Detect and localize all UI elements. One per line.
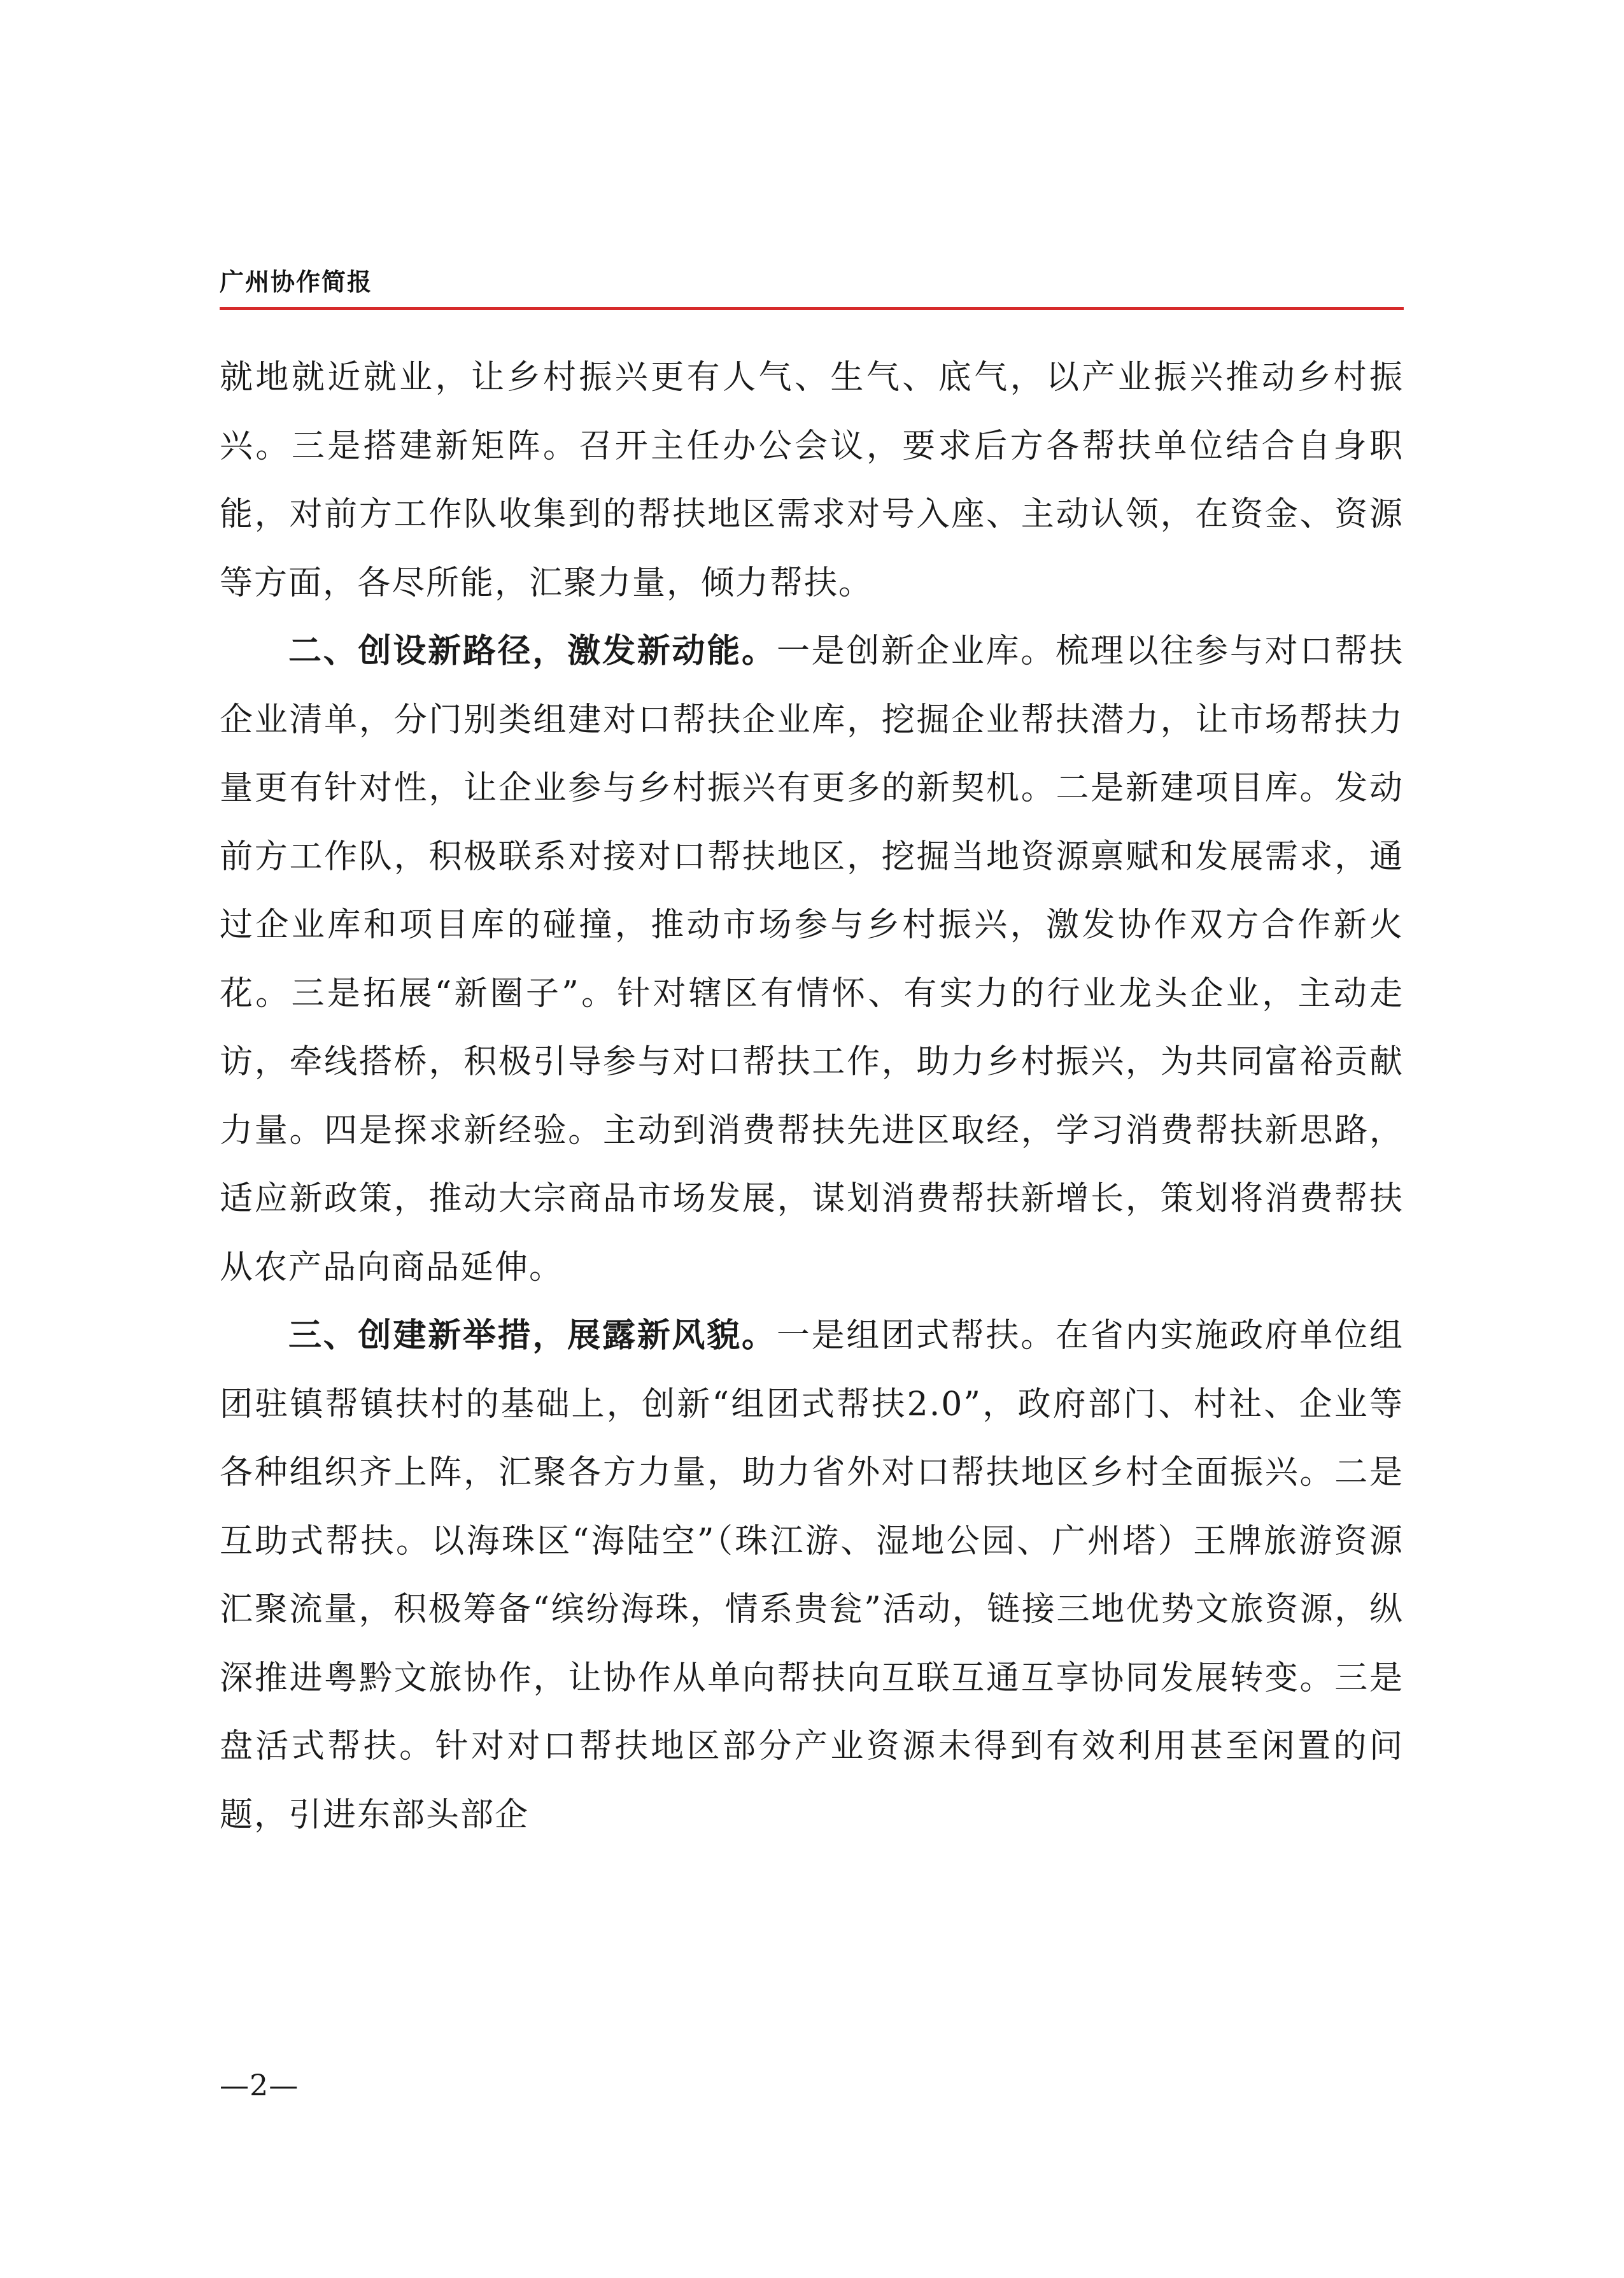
paragraph-continuation: [220, 344, 1404, 618]
paragraph-section-three: [220, 1302, 1404, 1850]
paragraph-section-two: [220, 618, 1404, 1302]
page-number: —2—: [220, 2068, 299, 2102]
paragraph-text: 一是组团式帮扶。在省内实施政府单位组团驻镇帮镇扶村的基础上，创新“组团式帮扶2.0”，政府部门、村社、企业等各种组织齐上阵，汇聚各方力量，助力省外对口帮扶地区乡村全面振兴。二是互助式帮扶。以海珠区“海陆空”（珠江游、湿地公园、广州塔）王牌旅游资源汇聚流量，积极筹备“缤纷海珠，情系贵瓮”活动，链接三地优势文旅资源，纵深推进粤黔文旅协作，让协作从单向帮扶向互联互通互享协同发展转变。三是盘活式帮扶。针对对口帮扶地区部分产业资源未得到有效利用甚至闲置的问题，引进东部头部企: [220, 1317, 1404, 1834]
section-heading: 二、创设新路径，激发新动能。: [288, 632, 777, 670]
paragraph-text: 一是创新企业库。梳理以往参与对口帮扶企业清单，分门别类组建对口帮扶企业库，挖掘企业帮扶潜力，让市场帮扶力量更有针对性，让企业参与乡村振兴有更多的新契机。二是新建项目库。发动前方工作队，积极联系对接对口帮扶地区，挖掘当地资源禀赋和发展需求，通过企业库和项目库的碰撞，推动市场参与乡村振兴，激发协作双方合作新火花。三是拓展“新圈子”。针对辖区有情怀、有实力的行业龙头企业，主动走访，牵线搭桥，积极引导参与对口帮扶工作，助力乡村振兴，为共同富裕贡献力量。四是探求新经验。主动到消费帮扶先进区取经，学习消费帮扶新思路，适应新政策，推动大宗商品市场发展，谋划消费帮扶新增长，策划将消费帮扶从农产品向商品延伸。: [220, 632, 1404, 1287]
paragraph-text: 就地就近就业，让乡村振兴更有人气、生气、底气，以产业振兴推动乡村振兴。三是搭建新矩阵。召开主任办公会议，要求后方各帮扶单位结合自身职能，对前方工作队收集到的帮扶地区需求对号入座、主动认领，在资金、资源等方面，各尽所能，汇聚力量，倾力帮扶。: [220, 358, 1404, 602]
document-body: [220, 344, 1404, 1850]
section-heading: 三、创建新举措，展露新风貌。: [288, 1317, 777, 1355]
header-divider: [220, 307, 1404, 310]
header-title: 广州协作简报: [220, 268, 373, 296]
